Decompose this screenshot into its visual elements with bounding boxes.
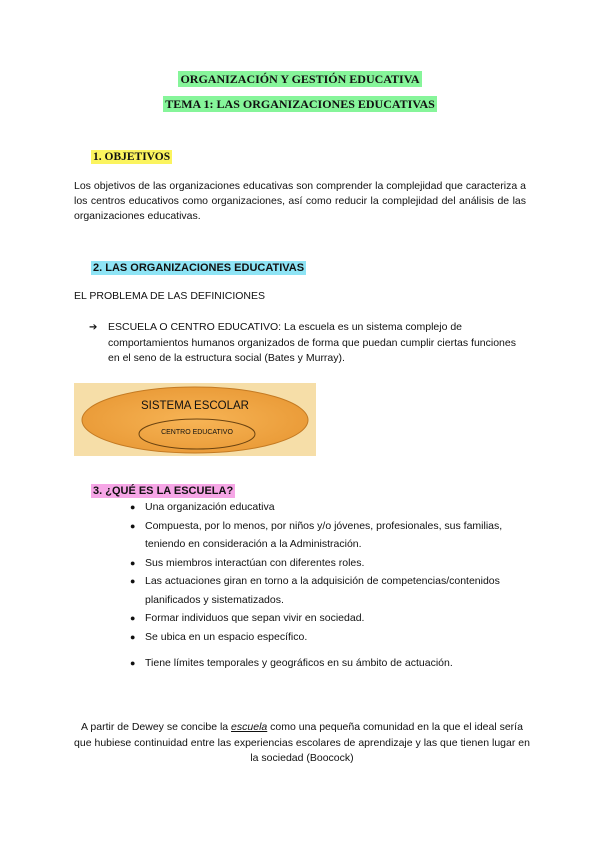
list-item: ● Una organización educativa [130,501,275,513]
diagram-outer-label: SISTEMA ESCOLAR [140,400,249,412]
dewey-quote: A partir de Dewey se concibe la escuela como una pequeña comunidad en la que el ideal sería que hubiese continuidad entre las experiencias escolares de aprendizaje y las que tienen lugar en la sociedad (Boocock) [74,721,530,764]
school-definition: ESCUELA O CENTRO EDUCATIVO: La escuela es un sistema complejo de comportamientos humanos organizados de forma que puedan cumplir ciertas funciones en el seno de la estructura social (Bates y Murray). [108,321,516,364]
title-line-1: ORGANIZACIÓN Y GESTIÓN EDUCATIVA [180,72,420,86]
document-subtitle [0,97,600,112]
arrow-bullet: ➔ [89,322,98,333]
section-2-subheading: EL PROBLEMA DE LAS DEFINICIONES [74,290,265,302]
section-1-heading: 1. OBJETIVOS [93,151,171,163]
document-title [0,72,600,87]
school-system-diagram [74,383,316,456]
list-item: ● Formar individuos que sepan vivir en sociedad. [130,612,365,624]
list-item: ● Compuesta, por lo menos, por niños y/o jóvenes, profesionales, sus familias, teniendo en consideración a la Administración. [130,519,503,550]
title-line-2: TEMA 1: LAS ORGANIZACIONES EDUCATIVAS [165,97,435,111]
diagram-inner-label: CENTRO EDUCATIVO [161,429,233,436]
list-item: ● Se ubica en un espacio específico. [130,630,308,643]
section-2-heading: 2. LAS ORGANIZACIONES EDUCATIVAS [93,262,305,274]
school-traits-list [130,498,530,673]
list-item: ● Las actuaciones giran en torno a la adquisición de competencias/contenidos planificados y sistematizados. [130,575,500,606]
section-3-heading: 3. ¿QUÉ ES LA ESCUELA? [93,485,234,497]
outer-ellipse [82,387,308,453]
section-1-paragraph: Los objetivos de las organizaciones educativas son comprender la complejidad que caracteriza a los centros educativos como organizaciones, así como reducir la complejidad del análisis de las organizaciones educativas. [74,180,526,222]
quote-emphasis: escuela [231,721,268,733]
list-item: ● Sus miembros interactúan con diferentes roles. [130,556,365,569]
list-item: ● Tiene límites temporales y geográficos en su ámbito de actuación. [130,657,453,669]
